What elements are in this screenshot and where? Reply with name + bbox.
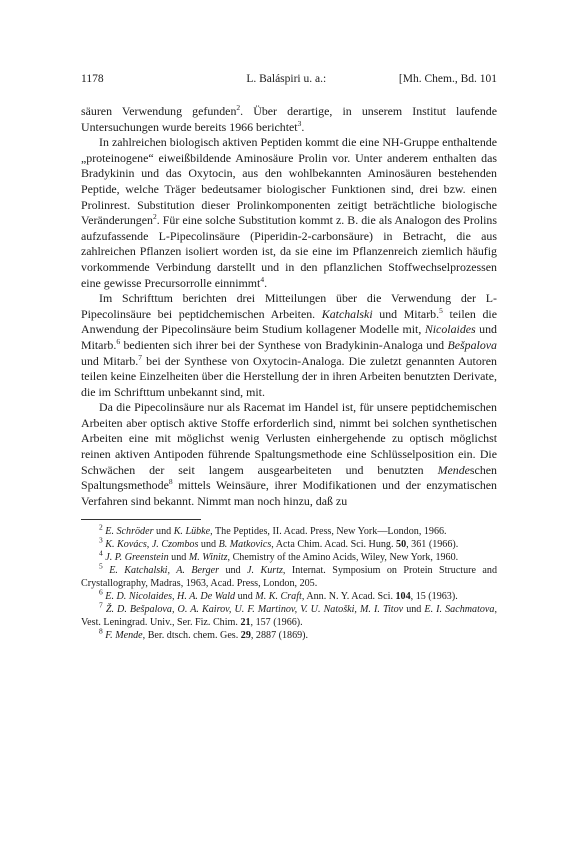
author-name: E. D. Nicolaides, H. A. De Wald (105, 590, 236, 602)
running-header-authors: L. Baláspiri u. a.: (246, 73, 327, 85)
text-run: . (264, 275, 268, 290)
text-run: , 157 (1966). (250, 616, 303, 628)
text-run: bedienten sich ihrer bei der Synthese von Bradykinin-Analoga und (120, 337, 448, 352)
text-run: Da die Pipecolinsäure nur als Racemat im Handel ist, für unsere peptidchemischen Arbeiten aber optisch aktive Stoffe erforderlich sind, nimmt bei solchen synthetischen Arbeiten eine mit möglichst wenig Verlusten einhergehende zu optisch möglichst reinen aktiven Antipoden führende Spaltungsmethode eine Schlüsselposition ein. Die Schwächen der seit langem ausgearbeiteten und benutzten (81, 400, 497, 477)
footnote (81, 523, 497, 539)
author-name: Bešpalova (447, 337, 497, 352)
reference-marker: 7 (138, 352, 143, 362)
author-name: J. Kurtz (247, 565, 283, 577)
text-run: Im Schrifttum berichten drei Mitteilungen über die Verwendung der L-Pipecolinsäure bei peptidchemischen Arbeiten. (81, 291, 497, 321)
text-run: , Ann. N. Y. Acad. Sci. (301, 590, 396, 602)
reference-marker: 7 (99, 600, 103, 610)
text-run: . Über derartige, in unserem Institut laufende Untersuchungen wurde bereits 1966 berichtet (81, 104, 497, 134)
body-text (81, 104, 497, 509)
text-run: und (235, 590, 256, 602)
author-name: K. Lübke (173, 526, 211, 538)
reference-marker: 5 (99, 561, 103, 571)
reference-marker: 2 (236, 103, 241, 113)
author-name: E. I. Sachmatova (424, 603, 495, 615)
text-run: und (403, 603, 425, 615)
text-run: bei der Synthese von Oxytocin-Analoga. Die zuletzt genannten Autoren teilen keine Einzelheiten über die Herstellung der in ihren Arbeiten benutzten Derivate, die im Schrifttum unbekannt sind, mit. (81, 353, 497, 399)
footnote (81, 600, 497, 630)
author-name: M. Winitz (188, 552, 228, 564)
reference-marker: 6 (99, 587, 103, 597)
volume-number: 50 (396, 539, 407, 551)
reference-marker: 6 (116, 336, 121, 346)
reference-marker: 3 (297, 118, 302, 128)
footnote (81, 535, 497, 552)
paragraph (81, 104, 497, 135)
author-name: Ž. D. Bešpalova, O. A. Kairov, U. F. Martinov, V. U. Natoški, M. I. Titov (105, 603, 404, 615)
text-run: . Für eine solche Substitution kommt z. B. die als Analogon des Prolins aufzufassende L-Pipecolinsäure (Piperidin-2-carbonsäure) in Betracht, die aus zahlreichen Pflanzen isoliert worden ist, da sie eine im Pflanzenreich ziemlich häufig vorkommende Verbindung darstellt und in den pflanzlichen Stoffwechselprozessen eine gewisse Precursorrolle einnimmt (81, 213, 497, 290)
text-run: und (168, 552, 189, 564)
text-run: , Internat. Symposium on Protein Structure and Crystallography, Madras, 1963, Acad. Press, London, 205. (81, 565, 497, 590)
text-run: , Acta Chim. Acad. Sci. Hung. (271, 539, 397, 551)
text-run: , Ber. dtsch. chem. Ges. (142, 629, 241, 641)
volume-number: 21 (240, 616, 251, 628)
volume-number: 104 (395, 590, 411, 602)
text-run: , The Peptides, II. Acad. Press, New York—London, 1966. (210, 526, 447, 538)
paragraph (81, 135, 497, 291)
text-run: und Mitarb. (372, 306, 440, 321)
text-run: , Vest. Leningrad. Univ., Ser. Fiz. Chim. (81, 603, 497, 628)
running-header (81, 72, 497, 86)
author-name: Mende (437, 462, 470, 477)
text-run: und Mitarb. (81, 353, 139, 368)
text-run: und (198, 539, 219, 551)
text-run: , 361 (1966). (406, 539, 459, 551)
author-name: Nicolaides (424, 322, 476, 337)
footnotes (81, 523, 497, 642)
footnote (81, 561, 497, 591)
author-name: B. Matkovics (218, 539, 272, 551)
page-number: 1178 (81, 73, 104, 85)
footnote (81, 587, 497, 604)
text-run: , 15 (1963). (410, 590, 458, 602)
author-name: F. Mende (105, 629, 143, 641)
paragraph (81, 400, 497, 509)
reference-marker: 5 (439, 305, 443, 315)
text-run: und (153, 526, 174, 538)
reference-marker: 8 (99, 626, 103, 636)
text-run: . (301, 119, 305, 134)
reference-marker: 3 (99, 535, 103, 545)
footnote-divider (81, 519, 201, 520)
volume-number: 29 (240, 629, 251, 641)
author-name: K. Kovács, J. Czombos (105, 539, 199, 551)
text-run: schen Spaltungsmethode (81, 462, 497, 493)
text-run: , 2887 (1869). (250, 629, 309, 641)
text-run: säuren Verwendung gefunden (81, 104, 237, 118)
footnote (81, 548, 497, 565)
text-run: teilen die Anwendung der Pipecolinsäure beim Studium kollagener Modelle mit, (81, 306, 498, 337)
reference-marker: 4 (99, 548, 103, 558)
text-run: und Mitarb. (81, 322, 497, 352)
author-name: Katchalski (321, 306, 373, 321)
paragraph (81, 291, 497, 400)
reference-marker: 8 (168, 477, 173, 487)
author-name: J. P. Greenstein (105, 552, 169, 564)
text-run: mittels Weinsäure, ihrer Modifikationen und der enzymatischen Verfahren sind bekannt. Nimmt man noch hinzu, daß zu (81, 478, 497, 508)
text-run: und (219, 565, 248, 577)
reference-marker: 2 (152, 212, 157, 222)
running-header-journal: [Mh. Chem., Bd. 101 (398, 73, 497, 85)
author-name: E. Katchalski, A. Berger (109, 565, 220, 577)
reference-marker: 4 (260, 274, 265, 284)
text-run: , Chemistry of the Amino Acids, Wiley, New York, 1960. (227, 552, 459, 564)
author-name: E. Schröder (105, 526, 154, 538)
author-name: M. K. Craft (255, 590, 302, 602)
reference-marker: 2 (99, 523, 103, 533)
text-run: In zahlreichen biologisch aktiven Peptiden kommt die eine NH-Gruppe enthaltende „proteinogene“ eiweißbildende Aminosäure Prolin vor. Unter anderem enthalten das Bradykinin und das Oxytocin, aus den wohlbekannten Aminosäuren bestehenden Peptide, welche Träger bedeutsamer biologischer Funktionen sind, drei bzw. einen Prolinrest. Substitution dieser Prolinkomponenten zeitigt beträchtliche biologische Veränderungen (81, 135, 497, 228)
footnote (81, 626, 497, 643)
